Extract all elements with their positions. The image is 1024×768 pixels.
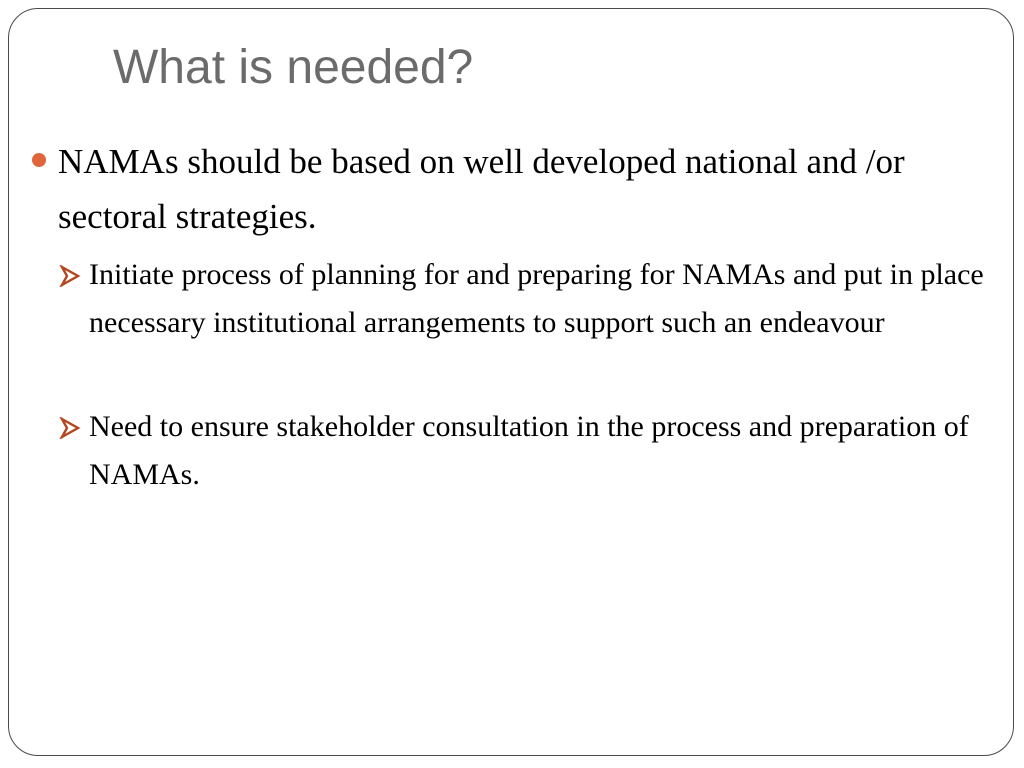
sub-bullet-item bbox=[89, 251, 989, 347]
round-bullet-icon bbox=[32, 153, 46, 167]
arrow-bullet-icon bbox=[59, 265, 81, 287]
bullet-text: NAMAs should be based on well developed national and /or sectoral strategies. bbox=[58, 142, 905, 236]
sub-bullet-text: Initiate process of planning for and preparing for NAMAs and put in place necessary institutional arrangements to support such an endeavour bbox=[89, 258, 984, 339]
arrow-bullet-icon bbox=[59, 417, 81, 439]
sub-bullet-item bbox=[89, 403, 989, 499]
sub-bullet-text: Need to ensure stakeholder consultation in the process and preparation of NAMAs. bbox=[89, 410, 969, 491]
slide-title: What is needed? bbox=[113, 41, 474, 94]
bullet-item bbox=[58, 134, 993, 244]
